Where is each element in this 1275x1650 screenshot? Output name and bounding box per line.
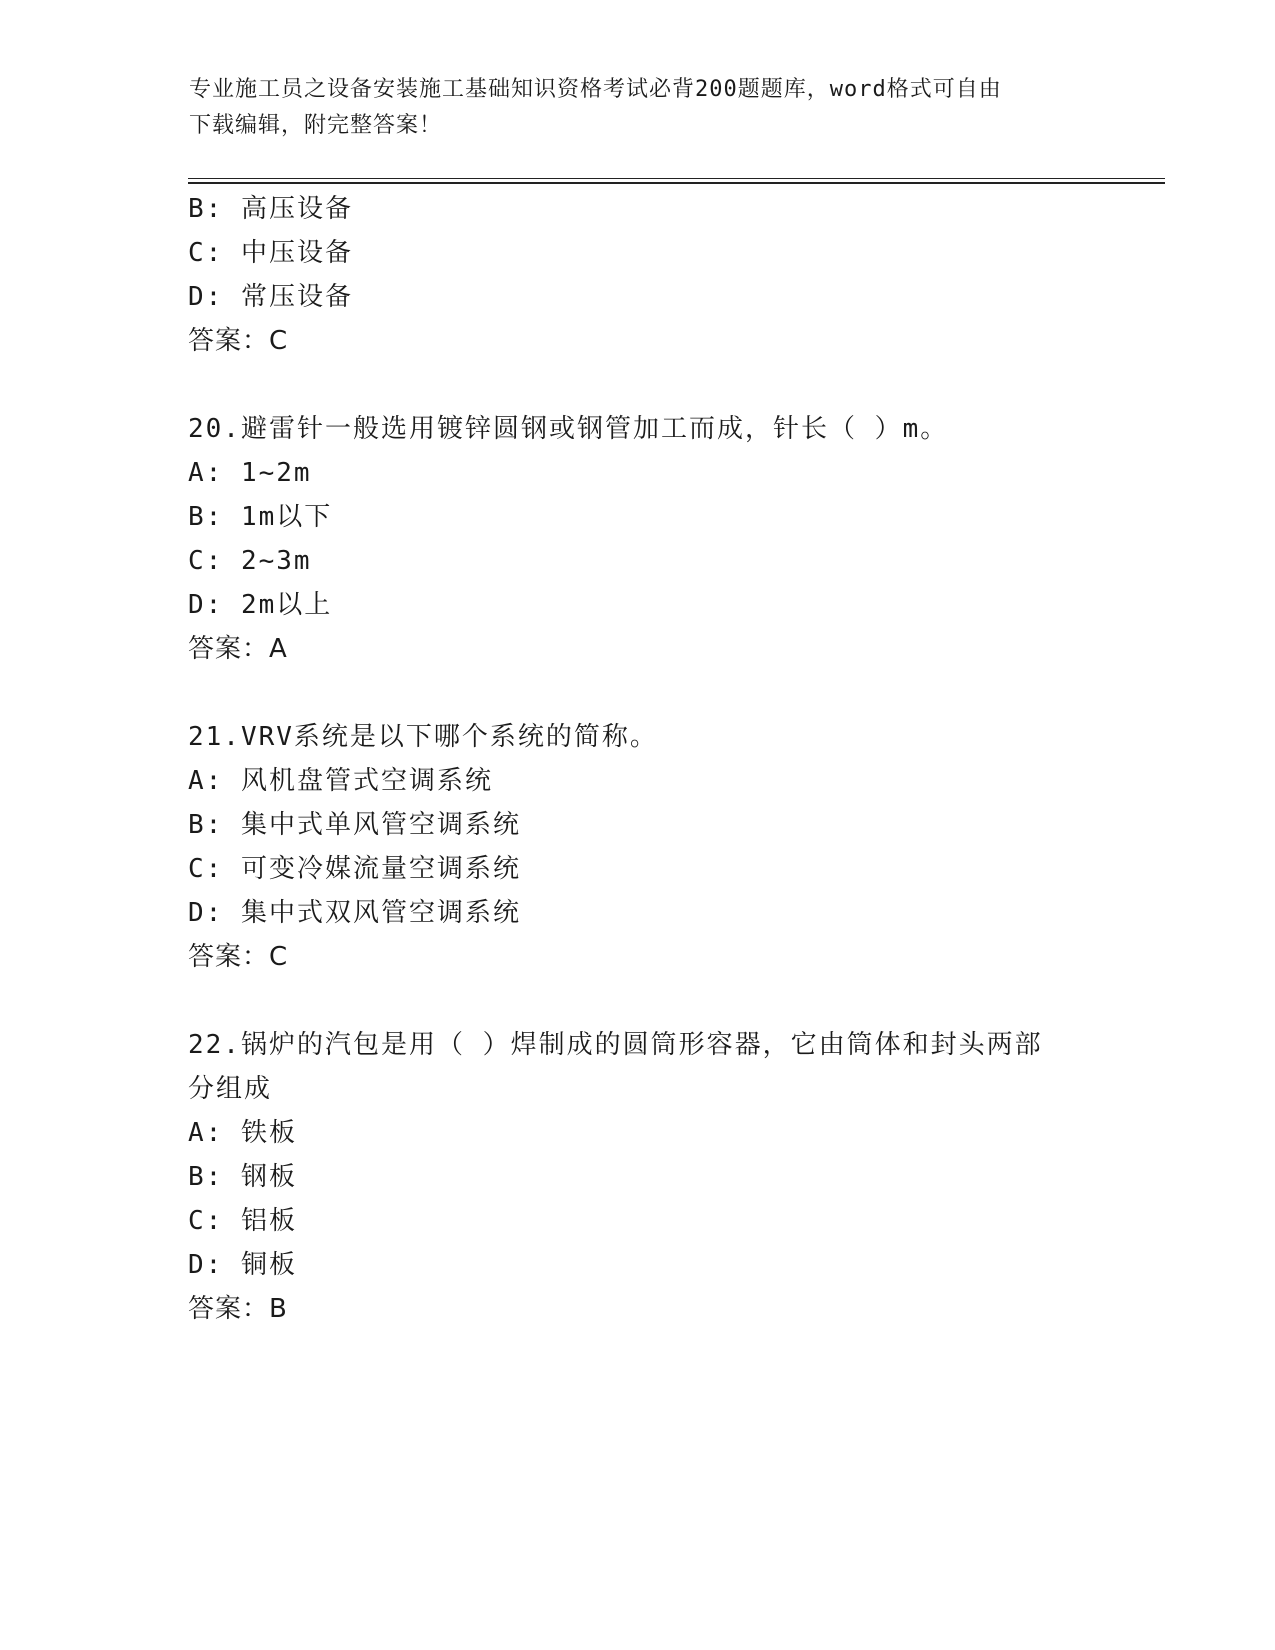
header-line-2: 下载编辑，附完整答案！ <box>189 113 443 138</box>
q21-option-c: C: 可变冷媒流量空调系统 <box>188 854 521 884</box>
q22-text-line-2: 分组成 <box>188 1074 273 1104</box>
q22-option-c: C: 铝板 <box>188 1206 297 1236</box>
q20-option-c: C: 2~3m <box>188 546 312 576</box>
q20-option-b: B: 1m以下 <box>188 502 333 532</box>
q21-text: 21.VRV系统是以下哪个系统的简称。 <box>188 722 658 752</box>
q21-answer: 答案：C <box>188 942 289 972</box>
q20-option-d: D: 2m以上 <box>188 590 333 620</box>
prev-answer: 答案：C <box>188 326 289 356</box>
q20-answer: 答案：A <box>188 634 288 664</box>
header-divider-thin <box>188 178 1165 179</box>
q20-option-a: A: 1~2m <box>188 458 312 488</box>
q22-option-b: B: 钢板 <box>188 1162 297 1192</box>
q22-answer: 答案：B <box>188 1294 288 1324</box>
document-header <box>189 72 1089 144</box>
header-divider-thick <box>188 182 1165 184</box>
prev-option-b: B: 高压设备 <box>188 194 353 224</box>
q22-text-line-1: 22.锅炉的汽包是用（ ）焊制成的圆筒形容器，它由筒体和封头两部 <box>188 1030 1043 1060</box>
header-line-1: 专业施工员之设备安装施工基础知识资格考试必背200题题库，word格式可自由 <box>189 77 1002 102</box>
q22-option-d: D: 铜板 <box>188 1250 297 1280</box>
q21-option-b: B: 集中式单风管空调系统 <box>188 810 521 840</box>
prev-option-d: D: 常压设备 <box>188 282 353 312</box>
prev-option-c: C: 中压设备 <box>188 238 353 268</box>
q21-option-d: D: 集中式双风管空调系统 <box>188 898 521 928</box>
q22-option-a: A: 铁板 <box>188 1118 297 1148</box>
q21-option-a: A: 风机盘管式空调系统 <box>188 766 493 796</box>
q20-text: 20.避雷针一般选用镀锌圆钢或钢管加工而成，针长（ ）m。 <box>188 414 949 444</box>
